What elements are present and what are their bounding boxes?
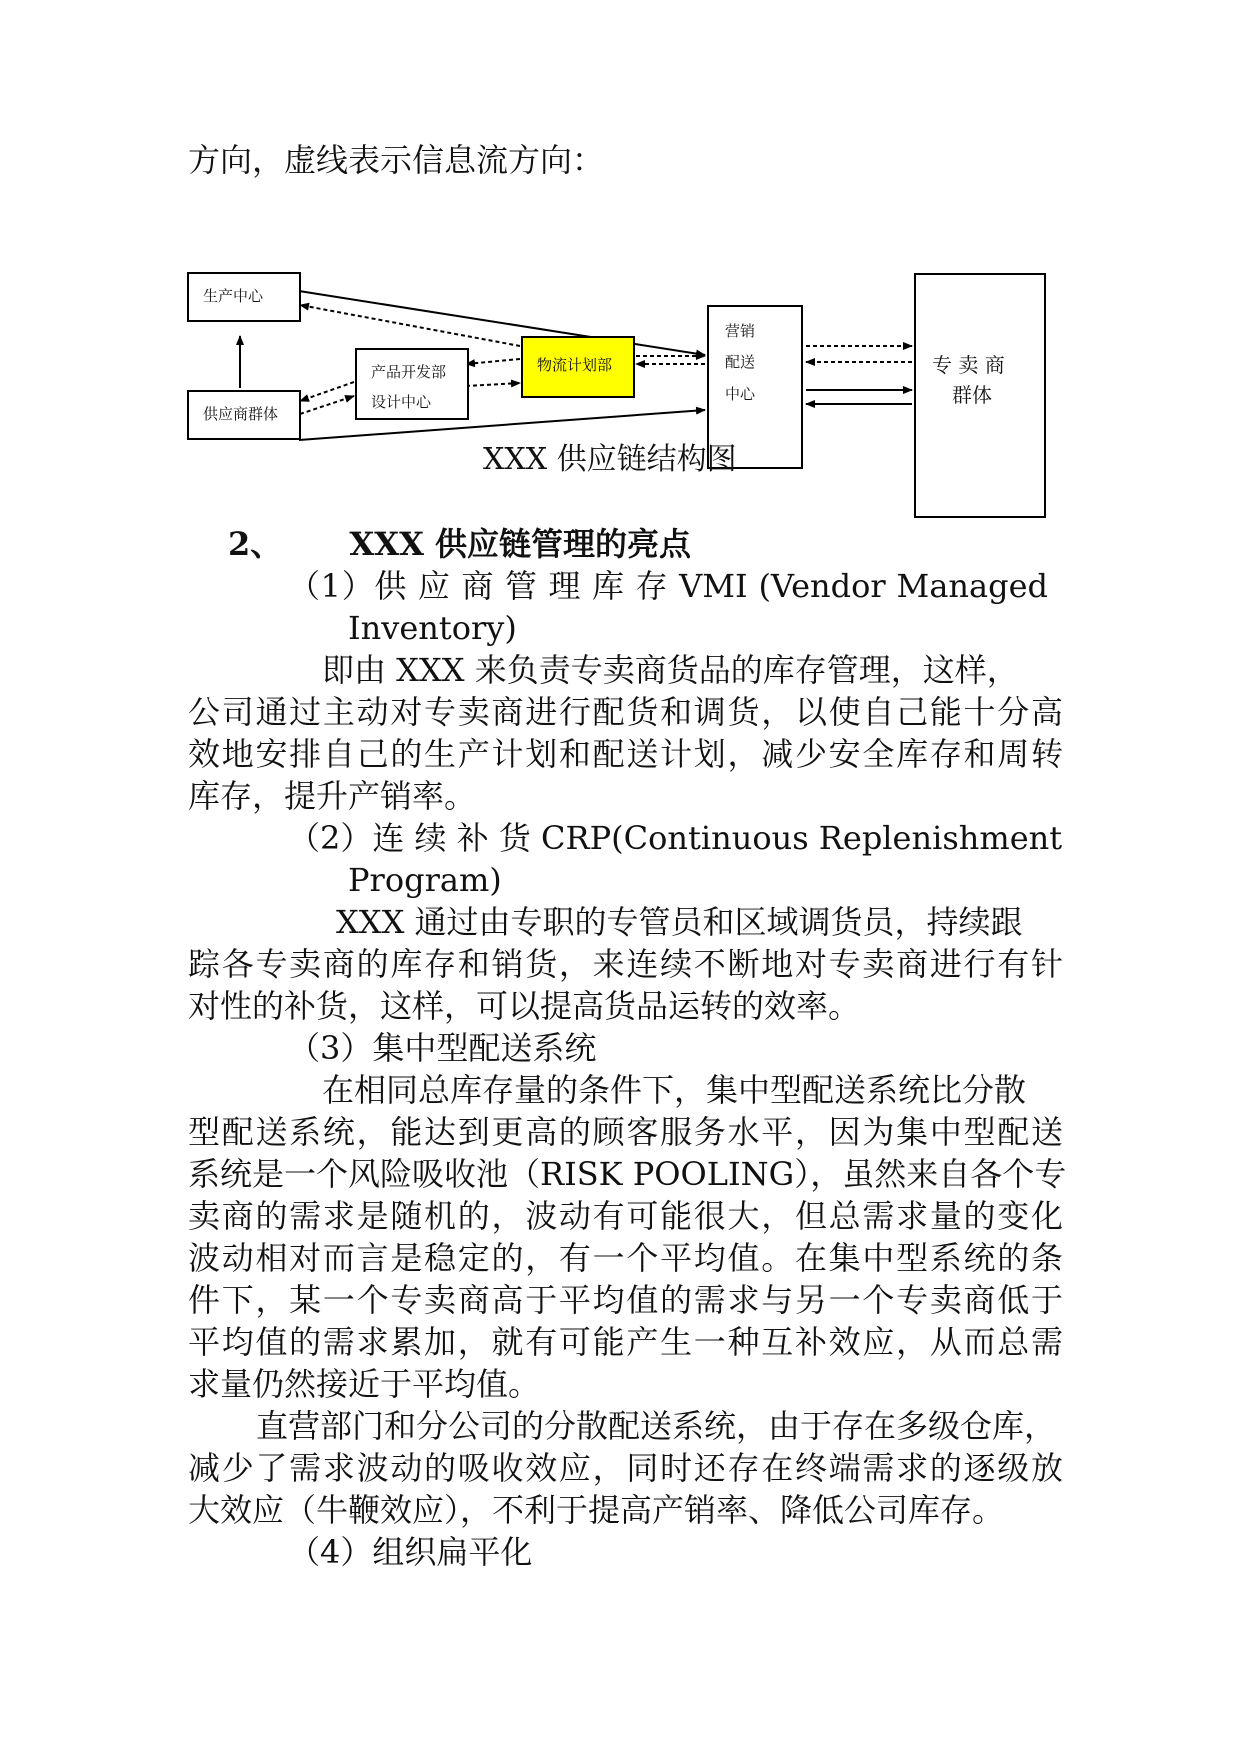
node-marketing-label-2: 配送 xyxy=(725,353,756,371)
vmi-body-line-1: 即由 XXX 来负责专卖商货品的库存管理，这样， xyxy=(322,651,1019,689)
central-body2-line-2: 减少了需求波动的吸收效应，同时还存在终端需求的逐级放 xyxy=(188,1449,1063,1487)
vmi-title-line-2: Inventory) xyxy=(348,609,517,647)
central-body2-line-3: 大效应（牛鞭效应），不利于提高产销率、降低公司库存。 xyxy=(188,1491,1005,1529)
node-logistics-label: 物流计划部 xyxy=(537,356,613,374)
diagram-caption: XXX 供应链结构图 xyxy=(483,442,737,477)
central-body-line-5: 波动相对而言是稳定的，有一个平均值。在集中型系统的条 xyxy=(188,1239,1063,1277)
central-body-line-6: 件下，某一个专卖商高于平均值的需求与另一个专卖商低于 xyxy=(188,1281,1063,1319)
central-body2-line-1: 直营部门和分公司的分散配送系统，由于存在多级仓库， xyxy=(256,1407,1057,1445)
node-supplier-label: 供应商群体 xyxy=(203,405,279,423)
intro-line: 方向，虚线表示信息流方向： xyxy=(188,141,605,179)
arrow-production-to-marketing xyxy=(299,291,705,355)
vmi-body-line-3: 效地安排自己的生产计划和配送计划，减少安全库存和周转 xyxy=(188,735,1063,773)
flat-title: （4）组织扁平化 xyxy=(288,1533,533,1571)
node-product-dev xyxy=(355,348,469,420)
arrow-supplier-to-productdev xyxy=(300,396,354,414)
heading-number: 2、 xyxy=(228,525,283,563)
vmi-body-line-4: 库存，提升产销率。 xyxy=(188,777,477,815)
vmi-title-line-1: （1）供 应 商 管 理 库 存 VMI (Vendor Managed xyxy=(288,567,1048,605)
node-product-dev-label-1: 产品开发部 xyxy=(371,363,447,381)
arrow-logistics-to-productdev xyxy=(466,359,520,364)
node-retailer-group xyxy=(914,273,1046,518)
central-body-line-7: 平均值的需求累加，就有可能产生一种互补效应，从而总需 xyxy=(188,1323,1063,1361)
central-title: （3）集中型配送系统 xyxy=(288,1029,597,1067)
arrow-logistics-to-production xyxy=(300,305,520,346)
vmi-body-line-2: 公司通过主动对专卖商进行配货和调货，以使自己能十分高 xyxy=(188,693,1063,731)
arrow-productdev-to-logistics xyxy=(466,383,520,386)
node-marketing-label-1: 营销 xyxy=(725,322,756,340)
central-body-line-1: 在相同总库存量的条件下，集中型配送系统比分散 xyxy=(322,1071,1027,1109)
crp-title-line-1: （2）连 续 补 货 CRP(Continuous Replenishment xyxy=(288,819,1063,857)
central-body-line-8: 求量仍然接近于平均值。 xyxy=(188,1365,541,1403)
heading-title: XXX 供应链管理的亮点 xyxy=(349,525,692,563)
node-product-dev-label-2: 设计中心 xyxy=(371,393,432,411)
central-body-line-4: 卖商的需求是随机的，波动有可能很大，但总需求量的变化 xyxy=(188,1197,1063,1235)
node-production-label: 生产中心 xyxy=(203,287,264,305)
node-marketing-label-3: 中心 xyxy=(725,385,756,403)
central-body-line-3: 系统是一个风险吸收池（RISK POOLING），虽然来自各个专 xyxy=(188,1155,1067,1193)
node-logistics-planning xyxy=(521,336,635,398)
supply-chain-diagram xyxy=(0,0,1241,560)
crp-body-line-3: 对性的补货，这样，可以提高货品运转的效率。 xyxy=(188,987,861,1025)
node-retailer-label-1: 专 卖 商 xyxy=(932,353,1005,377)
node-production-center xyxy=(187,272,301,322)
crp-body-line-2: 踪各专卖商的库存和销货，来连续不断地对专卖商进行有针 xyxy=(188,945,1063,983)
central-body-line-2: 型配送系统，能达到更高的顾客服务水平，因为集中型配送 xyxy=(188,1113,1063,1151)
crp-body-line-1: XXX 通过由专职的专管员和区域调货员，持续跟 xyxy=(336,903,1023,941)
crp-title-line-2: Program) xyxy=(348,861,502,899)
node-supplier-group xyxy=(187,390,301,440)
arrow-productdev-to-supplier xyxy=(300,382,354,401)
node-retailer-label-2: 群体 xyxy=(952,383,992,407)
section-heading xyxy=(228,524,691,564)
